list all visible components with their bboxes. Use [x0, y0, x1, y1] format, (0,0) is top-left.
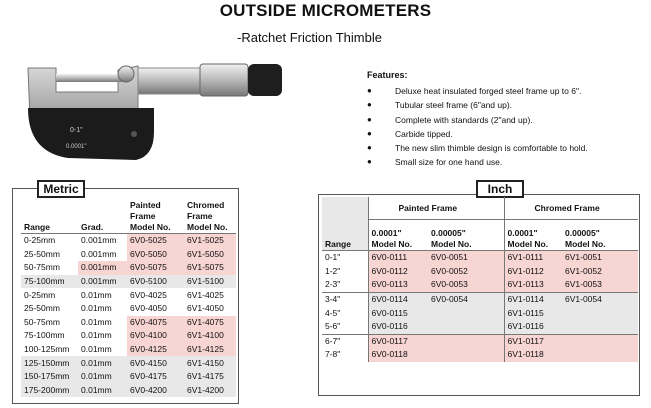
col-header-chromed: Chromed Frame Model No.: [184, 192, 236, 234]
metric-tag: Metric: [37, 180, 85, 198]
table-row: 25-50mm 0.001mm 6V0-5050 6V1-5050: [21, 248, 236, 262]
list-item: ● Deluxe heat insulated forged steel frame up to 6".: [367, 84, 588, 98]
table-row: 50-75mm 0.001mm 6V0-5075 6V1-5075: [21, 261, 236, 275]
table-row: 25-50mm 0.01mm 6V0-4050 6V1-4050: [24, 303, 224, 314]
table-row: 3-4" 6V0-0114 6V0-0054 6V1-0114 6V1-0054: [322, 292, 638, 306]
col-header-grad: Grad.: [78, 192, 127, 234]
frame-label: 0-1": [70, 127, 83, 134]
table-row: 100-125mm 0.01mm 6V0-4125 6V1-4125: [21, 343, 236, 357]
list-item: ● The new slim thimble design is comfortable to hold.: [367, 141, 588, 155]
table-row: 4-5" 6V0-0115 6V1-0115: [322, 306, 638, 320]
inch-tag: Inch: [476, 180, 524, 198]
col-header-painted: Painted Frame Model No.: [127, 192, 184, 234]
sleeve: [138, 68, 200, 94]
page-title: OUTSIDE MICROMETERS: [219, 1, 432, 20]
table-header-row: [21, 192, 236, 234]
table-row: 0-25mm 0.01mm 6V0-4025 6V1-4025: [24, 289, 224, 300]
ratchet: [248, 64, 282, 96]
spindle: [56, 74, 122, 82]
col-header-chromed: Chromed Frame: [504, 197, 638, 220]
lock-knob: [118, 66, 134, 82]
subheader-chromed-0001: 0.0001" Model No.: [504, 220, 562, 251]
subheader-painted-00005: 0.00005" Model No.: [428, 220, 504, 251]
table-header-row: [322, 197, 638, 220]
table-row: 75-100mm 0.001mm 6V0-5100 6V1-5100: [21, 275, 236, 289]
subheader-painted-0001: 0.0001" Model No.: [368, 220, 428, 251]
table-row: 7-8" 6V0-0118 6V1-0118: [322, 348, 638, 362]
table-row: 175-200mm 0.01mm 6V0-4200 6V1-4200: [21, 384, 236, 398]
table-row: 2-3" 6V0-0113 6V0-0053 6V1-0113 6V1-0053: [322, 278, 638, 292]
metric-table: [21, 192, 236, 397]
table-row: 0-1" 6V0-0111 6V0-0051 6V1-0111 6V1-0051: [322, 251, 638, 265]
inch-table: [322, 197, 638, 362]
list-item: ● Complete with standards (2"and up).: [367, 113, 588, 127]
grad-label: 0.0001": [66, 144, 87, 150]
page-subtitle: -Ratchet Friction Thimble: [237, 30, 382, 45]
table-subheader-row: [322, 220, 638, 251]
col-header-painted: Painted Frame: [368, 197, 504, 220]
list-item: ● Small size for one hand use.: [367, 155, 588, 169]
col-header-range: Range: [21, 192, 78, 234]
table-row: 1-2" 6V0-0112 6V0-0052 6V1-0112 6V1-0052: [322, 265, 638, 279]
list-item: ● Tubular steel frame (6"and up).: [367, 98, 588, 112]
list-item: ● Carbide tipped.: [367, 127, 588, 141]
thimble: [200, 64, 248, 96]
features-list: [367, 84, 588, 170]
table-row: 75-100mm 0.01mm 6V0-4100 6V1-4100: [21, 329, 236, 343]
table-row: 0-25mm 0.001mm 6V0-5025 6V1-5025: [21, 234, 236, 248]
col-header-range: Range: [322, 197, 368, 251]
table-row: 5-6" 6V0-0116 6V1-0116: [322, 320, 638, 334]
micrometer-image: [18, 52, 318, 172]
table-row: 50-75mm 0.01mm 6V0-4075 6V1-4075: [21, 316, 236, 330]
table-row: 150-175mm 0.01mm 6V0-4175 6V1-4175: [21, 370, 236, 384]
table-row: 125-150mm 0.01mm 6V0-4150 6V1-4150: [21, 356, 236, 370]
subheader-chromed-00005: 0.00005" Model No.: [562, 220, 638, 251]
features-heading: Features:: [367, 70, 408, 80]
table-row: 6-7" 6V0-0117 6V1-0117: [322, 334, 638, 348]
